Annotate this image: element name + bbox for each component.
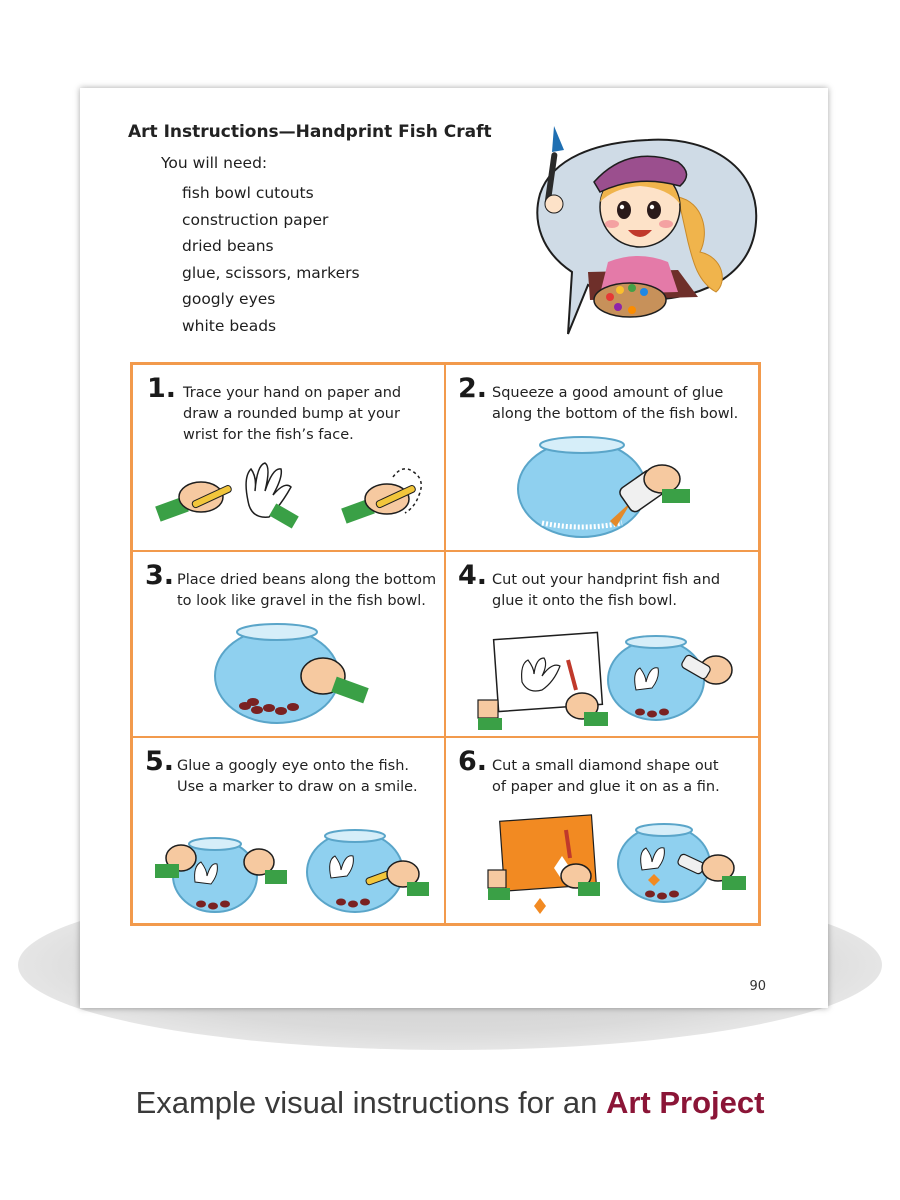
painter-girl-illustration [528,122,768,342]
step-2-text: Squeeze a good amount of glue along the bottom of the fish bowl. [492,385,739,422]
step-4-panel [445,551,759,738]
list-item: construction paper [182,210,329,229]
list-item: glue, scissors, markers [182,263,360,282]
step-6-text: Cut a small diamond shape out of paper and glue it on as a fin. [492,758,720,796]
step-4-text: Cut out your handprint fish and glue it onto the fish bowl. [492,571,721,609]
step-5-text: Glue a googly eye onto the fish. Use a marker to draw on a smile. [177,758,418,796]
caption: Example visual instructions for an Art Project [135,1085,765,1120]
step-3-text: Place dried beans along the bottom to look like gravel in the fish bowl. [177,571,437,609]
worksheet-page [80,88,828,1008]
step-number: 6. [458,746,488,778]
beans-bowl-illustration [209,618,379,728]
step-number: 3. [145,559,175,591]
list-item: googly eyes [182,290,276,309]
caption-highlight: Art Project [605,1085,765,1120]
tracing-hand-illustration [153,457,433,537]
step-number: 1. [147,373,177,404]
materials-list [182,180,360,340]
step-2-panel [445,364,759,551]
page-number: 90 [749,979,766,994]
list-item: fish bowl cutouts [182,184,314,202]
page-title: Art Instructions—Handprint Fish Craft [128,122,492,142]
step-5-panel [132,737,445,924]
cut-and-glue-illustration [476,630,746,734]
step-3-panel [132,551,445,738]
step-number: 4. [458,559,488,591]
step-1-panel [132,364,445,551]
diamond-fin-illustration [482,810,752,920]
step-6-panel [445,737,759,924]
list-item: white beads [182,316,277,335]
googly-eye-illustration [151,822,431,922]
steps-grid [130,362,761,926]
step-1-text: Trace your hand on paper and draw a rounded bump at your wrist for the fish’s face. [183,385,402,443]
step-number: 5. [145,746,175,778]
glue-bowl-illustration [512,431,692,541]
list-item: dried beans [182,237,274,256]
materials-label: You will need: [161,154,268,172]
step-number: 2. [458,373,488,404]
